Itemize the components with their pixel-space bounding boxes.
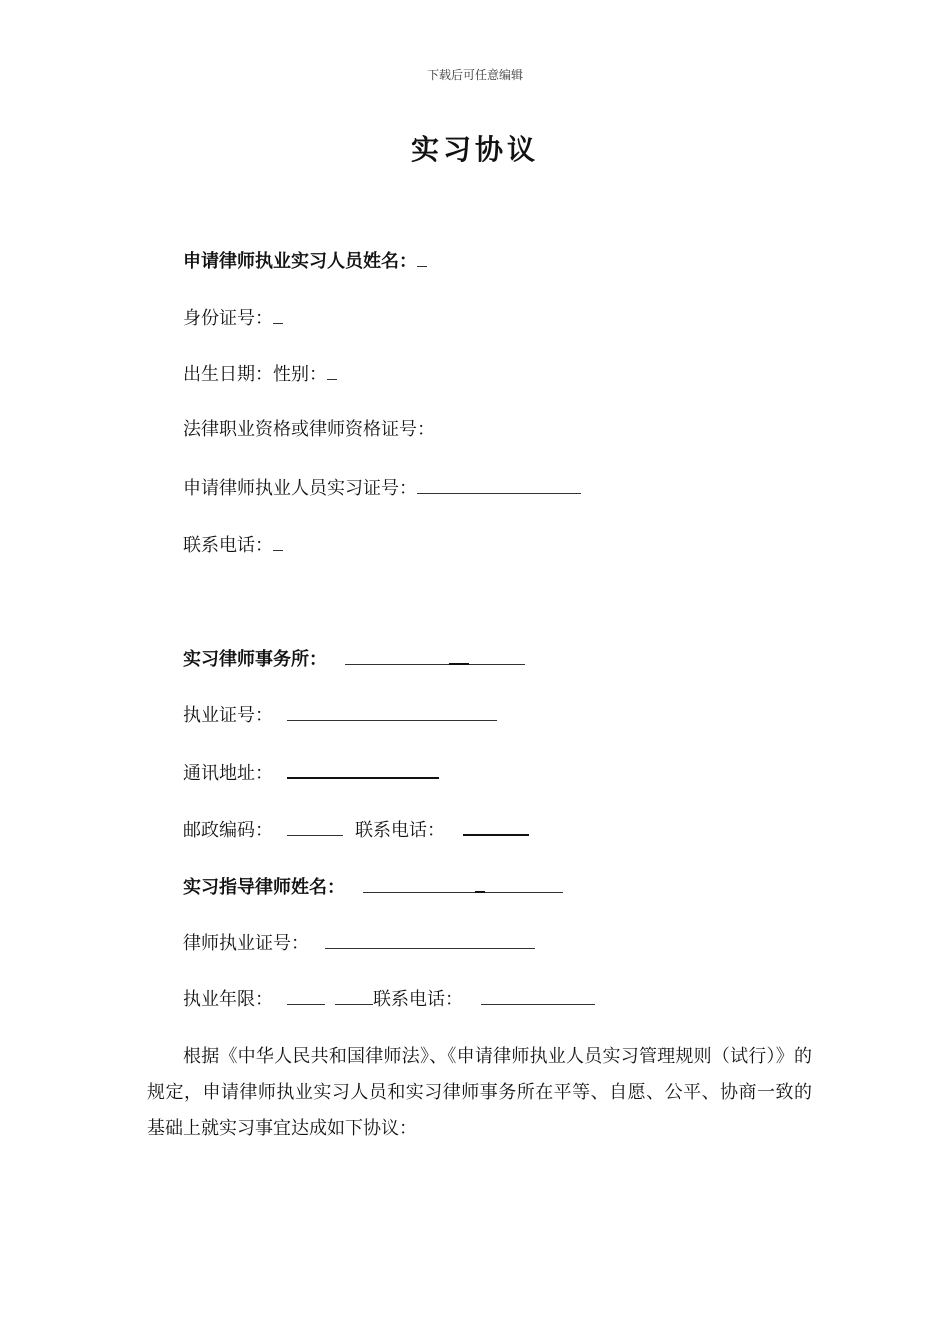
header-note: 下载后可任意编辑 bbox=[426, 68, 523, 82]
gender-label: 性别： bbox=[273, 364, 327, 385]
applicant-name-row bbox=[183, 248, 427, 274]
applicant-name-label: 申请律师执业实习人员姓名： bbox=[183, 251, 417, 272]
firm-name-label: 实习律师事务所： bbox=[183, 649, 327, 670]
qualification-label: 法律职业资格或律师资格证号： bbox=[183, 419, 435, 440]
applicant-phone-blank bbox=[273, 532, 283, 551]
firm-phone-blank bbox=[463, 816, 529, 836]
mentor-name-row bbox=[183, 873, 563, 900]
firm-postcode-label: 邮政编码： bbox=[183, 820, 273, 841]
mentor-name-blank-1 bbox=[363, 874, 475, 893]
firm-postcode-phone-row bbox=[183, 816, 529, 843]
intern-cert-row bbox=[183, 475, 581, 501]
birth-date-label: 出生日期： bbox=[183, 364, 273, 385]
document-title: 实习协议 bbox=[410, 133, 539, 166]
agreement-preamble: 根据《中华人民共和国律师法》、《申请律师执业人员实习管理规则（试行）》的规定，申请律师执业实习人员和实习律师事务所在平等、自愿、公平、协商一致的基础上就实习事宜达成如下协议： bbox=[147, 1046, 812, 1139]
mentor-name-label: 实习指导律师姓名： bbox=[183, 877, 345, 898]
applicant-name-blank bbox=[417, 248, 427, 267]
applicant-phone-row bbox=[183, 532, 283, 558]
firm-license-label: 执业证号： bbox=[183, 705, 273, 726]
firm-address-row bbox=[183, 759, 439, 786]
firm-phone-label: 联系电话： bbox=[355, 820, 445, 841]
firm-postcode-blank bbox=[287, 817, 343, 836]
mentor-years-label: 执业年限： bbox=[183, 989, 273, 1010]
firm-license-row bbox=[183, 702, 497, 728]
mentor-name-blank-3 bbox=[485, 874, 563, 893]
intern-cert-label: 申请律师执业人员实习证号： bbox=[183, 478, 417, 499]
id-number-blank bbox=[273, 305, 283, 324]
gender-blank bbox=[327, 361, 337, 380]
mentor-years-phone-row bbox=[183, 986, 595, 1012]
intern-cert-blank bbox=[417, 475, 581, 494]
mentor-name-blank-2 bbox=[475, 873, 485, 893]
mentor-phone-label: 联系电话： bbox=[373, 989, 463, 1010]
firm-address-blank bbox=[287, 759, 439, 779]
applicant-phone-label: 联系电话： bbox=[183, 535, 273, 556]
qualification-row bbox=[183, 418, 435, 442]
id-number-label: 身份证号： bbox=[183, 308, 273, 329]
mentor-license-blank bbox=[325, 930, 535, 949]
mentor-license-label: 律师执业证号： bbox=[183, 933, 309, 954]
mentor-years-blank-1 bbox=[287, 986, 325, 1005]
mentor-years-blank-2 bbox=[335, 986, 373, 1005]
firm-name-blank-3 bbox=[469, 646, 525, 665]
firm-address-label: 通讯地址： bbox=[183, 763, 273, 784]
firm-name-row bbox=[183, 645, 525, 672]
birth-gender-row bbox=[183, 361, 337, 387]
mentor-license-row bbox=[183, 930, 535, 956]
firm-name-blank-2 bbox=[449, 645, 469, 665]
firm-license-blank bbox=[287, 702, 497, 721]
mentor-phone-blank bbox=[481, 986, 595, 1005]
firm-name-blank-1 bbox=[345, 646, 449, 665]
id-number-row bbox=[183, 305, 283, 331]
